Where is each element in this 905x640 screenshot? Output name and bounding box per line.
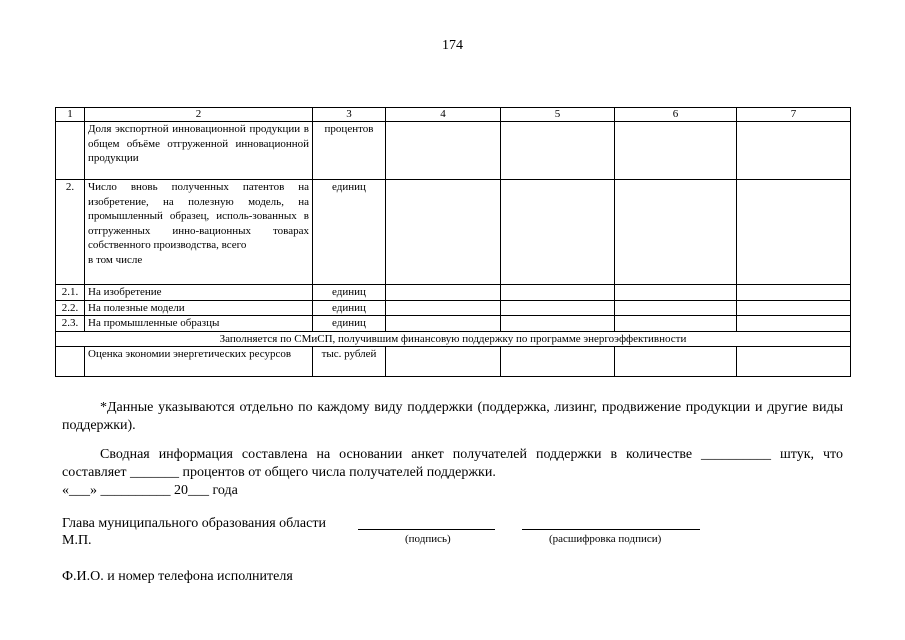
section-note: Заполняется по СМиСП, получившим финансовую поддержку по программе энергоэффективности [56,331,851,347]
value-cell[interactable] [386,300,501,316]
value-cell[interactable] [386,285,501,301]
row-indicator [85,180,313,285]
decoding-caption: (расшифровка подписи) [549,533,662,545]
value-cell[interactable] [386,180,501,285]
head-label: Глава муниципального образования области [62,516,326,531]
value-cell[interactable] [386,347,501,377]
header-cell: 1 [56,108,85,122]
signature-decoding-line[interactable] [522,529,700,530]
report-table [55,107,851,377]
row-unit: единиц [313,180,386,285]
table-row [56,347,851,377]
row-number: 2.2. [56,300,85,316]
value-cell[interactable] [501,180,615,285]
value-cell[interactable] [501,285,615,301]
row-indicator: На изобретение [85,285,313,301]
row-unit: тыс. рублей [313,347,386,377]
row-number [56,347,85,377]
row-indicator: На полезные модели [85,300,313,316]
row-unit: единиц [313,285,386,301]
row-indicator: Оценка экономии энергетических ресурсов [85,347,313,377]
value-cell[interactable] [615,300,737,316]
row-unit: процентов [313,122,386,180]
header-cell: 3 [313,108,386,122]
table-row [56,285,851,301]
signature-caption: (подпись) [405,533,451,545]
value-cell[interactable] [737,316,851,332]
value-cell[interactable] [737,122,851,180]
table-row [56,316,851,332]
row-number: 2. [56,180,85,285]
row-indicator: На промышленные образцы [85,316,313,332]
header-cell: 6 [615,108,737,122]
value-cell[interactable] [501,122,615,180]
row-unit: единиц [313,316,386,332]
value-cell[interactable] [501,300,615,316]
row-indicator: Доля экспортной инновационной продукции в общем объёме отгруженной инновационной продукции [85,122,313,180]
value-cell[interactable] [737,347,851,377]
value-cell[interactable] [737,180,851,285]
section-note-row [56,331,851,347]
header-cell: 5 [501,108,615,122]
value-cell[interactable] [737,285,851,301]
page-number: 174 [442,38,463,53]
executor-label: Ф.И.О. и номер телефона исполнителя [62,569,293,584]
value-cell[interactable] [386,316,501,332]
summary-paragraph: Сводная информация составлена на основании анкет получателей поддержки в количестве __________ штук, что составляет _______ процентов от общего числа получателей поддержки. [62,447,843,480]
row-number: 2.1. [56,285,85,301]
row-indicator-text: Число вновь полученных патентов на изобретение, на полезную модель, на промышленный образец, исполь-зованных в отгруженных инно-вационных товарах собственного производства, всего [88,181,309,251]
value-cell[interactable] [501,316,615,332]
stamp-label: М.П. [62,533,92,548]
value-cell[interactable] [615,122,737,180]
table-row [56,122,851,180]
footnote: *Данные указываются отдельно по каждому виду поддержки (поддержка, лизинг, продвижение продукции и другие виды поддержки). [62,400,843,433]
date-line: «___» __________ 20___ года [62,483,238,498]
table-row [56,180,851,285]
row-number [56,122,85,180]
table-row [56,300,851,316]
header-cell: 7 [737,108,851,122]
value-cell[interactable] [615,347,737,377]
signature-line[interactable] [358,529,495,530]
value-cell[interactable] [615,316,737,332]
table-header-row [56,108,851,122]
value-cell[interactable] [615,180,737,285]
value-cell[interactable] [386,122,501,180]
row-indicator-subnote: в том числе [88,253,143,266]
value-cell[interactable] [737,300,851,316]
header-cell: 2 [85,108,313,122]
row-number: 2.3. [56,316,85,332]
row-unit: единиц [313,300,386,316]
value-cell[interactable] [615,285,737,301]
header-cell: 4 [386,108,501,122]
value-cell[interactable] [501,347,615,377]
